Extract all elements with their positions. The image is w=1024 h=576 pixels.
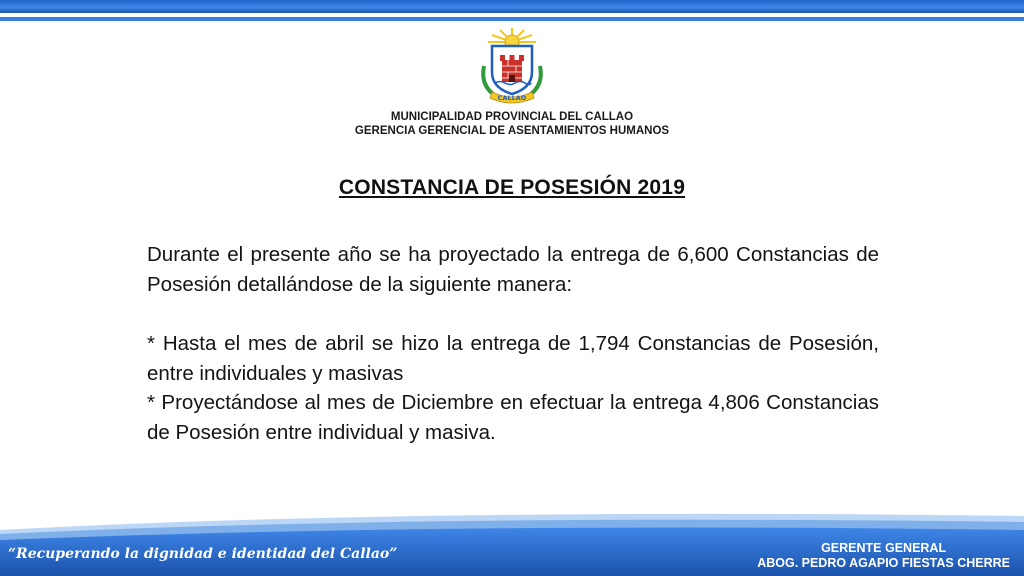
- organization-header: [0, 110, 1024, 138]
- callao-coat-of-arms-logo: [478, 26, 546, 104]
- top-banner-bar: [0, 0, 1024, 13]
- paragraph-spacer: [147, 299, 879, 329]
- intro-paragraph: Durante el presente año se ha proyectado la entrega de 6,600 Constancias de Posesión detallándose de la siguiente manera:: [147, 243, 879, 296]
- bullet-item: * Proyectándose al mes de Diciembre en efectuar la entrega 4,806 Constancias de Posesión entre individual y masiva.: [147, 391, 879, 444]
- org-department: GERENCIA GERENCIAL DE ASENTAMIENTOS HUMANOS: [354, 125, 670, 137]
- bullet-item: * Hasta el mes de abril se hizo la entrega de 1,794 Constancias de Posesión, entre individuales y masivas: [147, 332, 879, 385]
- signature-block: [757, 541, 1010, 571]
- document-body: [147, 240, 879, 447]
- footer-motto: “Recuperando la dignidad e identidad del Callao”: [8, 546, 398, 562]
- logo-text: CALLAO: [497, 94, 527, 102]
- top-banner-line: [0, 17, 1024, 21]
- document-title: CONSTANCIA DE POSESIÓN 2019: [338, 176, 686, 199]
- signer-name: ABOG. PEDRO AGAPIO FIESTAS CHERRE: [757, 556, 1010, 570]
- org-name: MUNICIPALIDAD PROVINCIAL DEL CALLAO: [390, 111, 634, 123]
- signer-role: GERENTE GENERAL: [821, 541, 947, 555]
